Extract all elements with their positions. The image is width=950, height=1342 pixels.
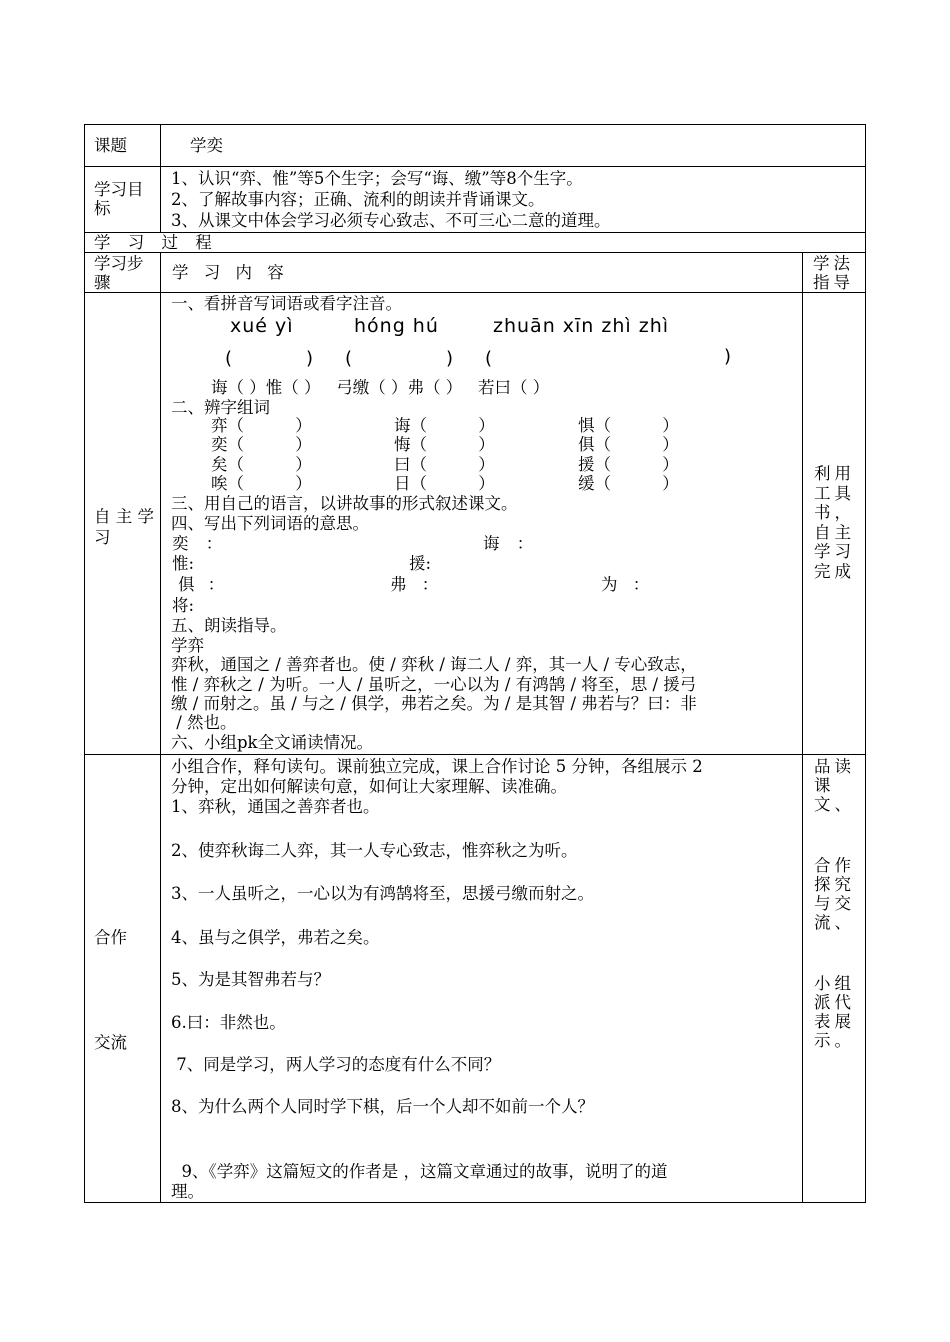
cooperate-intro: 小组合作，释句读句。课前独立完成，课上合作讨论 5 分钟，各组展示 2: [171, 757, 703, 776]
self-study-method: 利用工具书，自主学习完成: [814, 464, 855, 581]
word-item: 诲 ：: [483, 534, 534, 553]
method-item: 合作探究与交流、: [814, 856, 855, 932]
paren-close: ): [724, 346, 732, 367]
method-item: 小组派代表展示。: [814, 974, 855, 1050]
lesson-title: 学奕: [190, 136, 223, 155]
goal-item: 1、认识“弈、惟”等5个生字；会写“诲、缴”等8个生字。: [171, 169, 583, 188]
word-item: 俱 ：: [178, 575, 225, 594]
char-item: 悔（ ）: [394, 435, 495, 454]
char-item: 日（ ）: [394, 474, 495, 493]
list-item: 9、《学弈》这篇短文的作者是 ，这篇文章通过的故事，说明了的道: [171, 1162, 668, 1181]
q6-title: 六、小组pk全文诵读情况。: [171, 733, 374, 752]
list-item: 7、同是学习，两人学习的态度有什么不同？: [171, 1055, 501, 1074]
word-item: 援:: [409, 554, 432, 573]
char-item: 唉（ ）: [211, 474, 312, 493]
content-header: 学 习 内 容: [172, 263, 289, 282]
paren-open: (: [485, 348, 493, 369]
pinyin-3: zhuān xīn zhì zhì: [493, 315, 670, 337]
poem-line: 弈秋，通国之 / 善弈者也。使 / 弈秋 / 诲二人 / 弈，其一人 / 专心致志，: [171, 655, 697, 674]
list-item: 8、为什么两个人同时学下棋，后一个人却不如前一个人？: [171, 1097, 594, 1116]
word-item: 奕 ：: [172, 534, 223, 553]
list-item: 2、使弈秋诲二人弈，其一人专心致志，惟弈秋之为听。: [171, 841, 578, 860]
q5-title: 五、朗读指导。: [171, 616, 287, 635]
word-item: 将:: [172, 596, 195, 615]
poem-line: 惟 / 弈秋之 / 为听。一人 / 虽听之，一心以为 / 有鸿鹄 / 将至，思 / 援弓: [171, 675, 697, 694]
process-header: 学 习 过 程: [94, 233, 218, 252]
q4-title: 四、写出下列词语的意思。: [171, 514, 369, 533]
poem-line: / 然也。: [171, 713, 237, 732]
list-item: 1、弈秋，通国之善弈者也。: [171, 797, 380, 816]
word-item: 惟:: [172, 554, 195, 573]
goal-item: 3、从课文中体会学习必须专心致志、不可三心二意的道理。: [171, 211, 611, 230]
char-item: 弈（ ）: [211, 416, 312, 435]
cooperate-label-bottom: 交流: [94, 1033, 127, 1052]
paren-open: (: [345, 348, 353, 369]
char-item: 诲（ ）: [394, 416, 495, 435]
paren-open: (: [225, 348, 233, 369]
word-item: 弗 ：: [390, 575, 439, 594]
char-item: 援（ ）: [578, 455, 679, 474]
goal-item: 2、了解故事内容；正确、流利的朗读并背诵课文。: [171, 190, 545, 209]
char-item: 曰（ ）: [394, 455, 495, 474]
paren-close: ): [306, 348, 314, 369]
self-study-label: 自 主 学习: [94, 507, 154, 547]
char-item: 矣（ ）: [211, 455, 312, 474]
q1-title: 一、看拼音写词语或看字注音。: [171, 294, 402, 313]
method-item: 品读课文、: [814, 757, 855, 814]
char-item: 惧（ ）: [578, 416, 679, 435]
word-item: 为 ：: [601, 575, 650, 594]
char-item: 俱（ ）: [578, 435, 679, 454]
steps-header: 学习步骤: [94, 254, 144, 292]
list-item: 5、为是其智弗若与？: [171, 970, 330, 989]
pinyin-1: xué yì: [230, 315, 294, 337]
paren-close: ): [446, 348, 454, 369]
annotate-line: 诲（ ）惟（ ） 弓缴（ ）弗（ ） 若曰（ ）: [211, 378, 550, 397]
method-header: 学法指导: [813, 254, 854, 292]
char-item: 奕（ ）: [211, 435, 312, 454]
pinyin-2: hóng hú: [354, 315, 439, 337]
goals-label: 学习目标: [94, 180, 144, 218]
list-item: 6.曰：非然也。: [171, 1013, 286, 1032]
poem-line: 缴 / 而射之。虽 / 与之 / 俱学，弗若之矣。为 / 是其智 / 弗若与？曰：非: [171, 694, 697, 713]
cooperate-label-top: 合作: [94, 928, 127, 947]
title-label: 课题: [94, 136, 127, 155]
char-item: 缓（ ）: [578, 474, 679, 493]
list-item: 3、一人虽听之，一心以为有鸿鹄将至，思援弓缴而射之。: [171, 884, 594, 903]
q2-title: 二、辨字组词: [171, 398, 270, 417]
list-item: 理。: [171, 1182, 204, 1201]
cooperate-intro: 分钟，定出如何解读句意，如何让大家理解、读准确。: [171, 777, 567, 796]
list-item: 4、虽与之俱学，弗若之矣。: [171, 928, 380, 947]
q3-title: 三、用自己的语言，以讲故事的形式叙述课文。: [171, 494, 518, 513]
poem-title: 学弈: [171, 636, 204, 655]
